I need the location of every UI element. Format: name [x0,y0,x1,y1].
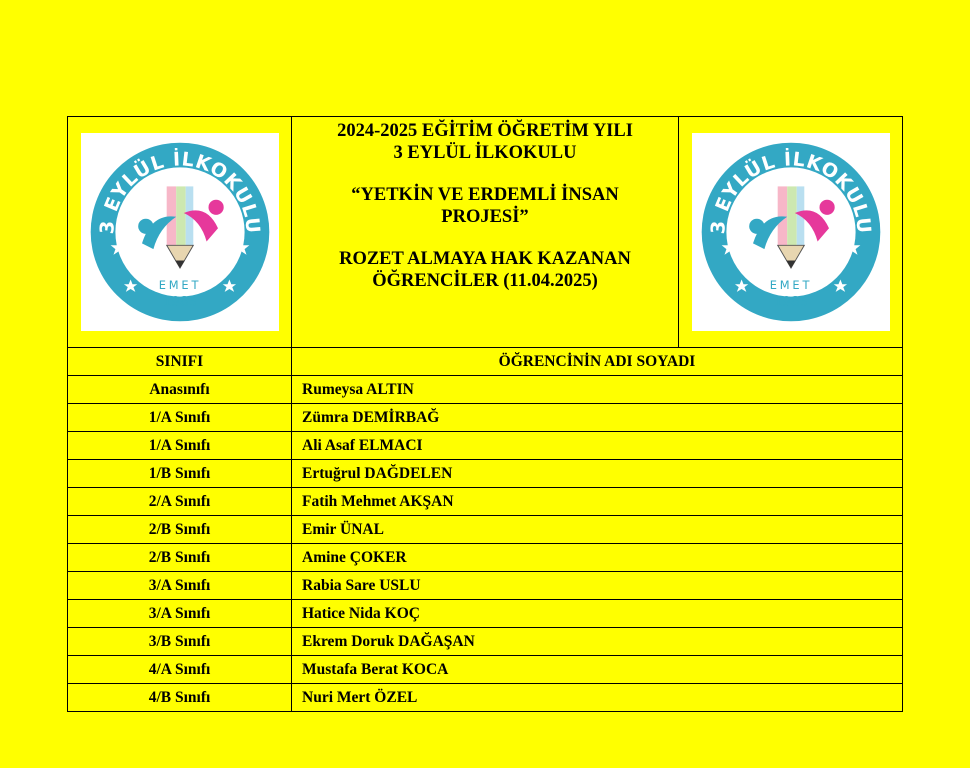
class-cell: 2/B Sınıfı [68,516,292,544]
table-header-row [68,348,902,376]
school-logo-left [81,133,279,331]
table-row [68,376,902,404]
table-row [68,684,902,712]
svg-text:EMET: EMET [158,278,201,292]
svg-text:1985: 1985 [162,295,197,311]
title-line-1: 2024-2025 EĞİTİM ÖĞRETİM YILI [337,121,633,141]
table-row [68,656,902,684]
school-logo-icon [85,137,275,327]
class-cell: 2/A Sınıfı [68,488,292,516]
school-logo-icon [696,137,886,327]
svg-text:3 EYLÜL İLKOKULU: 3 EYLÜL İLKOKULU [95,148,264,235]
student-name-cell: Zümra DEMİRBAĞ [292,404,903,432]
table-row [68,544,902,572]
class-cell: 4/B Sınıfı [68,684,292,712]
student-name-cell: Emir ÜNAL [292,516,903,544]
logo-cell-right [678,117,902,347]
column-header-class: SINIFI [68,348,292,376]
class-cell: 3/A Sınıfı [68,572,292,600]
header-title [292,117,678,347]
svg-text:EMET: EMET [769,278,812,292]
student-table [68,348,902,711]
table-row [68,460,902,488]
badge-list-sheet [67,116,903,712]
svg-text:1985: 1985 [773,295,808,311]
column-header-name: ÖĞRENCİNİN ADI SOYADI [292,348,903,376]
class-cell: 1/A Sınıfı [68,404,292,432]
student-name-cell: Nuri Mert ÖZEL [292,684,903,712]
table-row [68,600,902,628]
table-row [68,516,902,544]
title-line-3: “YETKİN VE ERDEMLİ İNSAN [351,185,619,205]
table-row [68,572,902,600]
title-line-2: 3 EYLÜL İLKOKULU [393,142,577,163]
table-row [68,432,902,460]
school-logo-right [692,133,890,331]
class-cell: 1/B Sınıfı [68,460,292,488]
table-row [68,488,902,516]
student-name-cell: Hatice Nida KOÇ [292,600,903,628]
title-line-4: PROJESİ” [441,206,529,227]
student-name-cell: Fatih Mehmet AKŞAN [292,488,903,516]
student-name-cell: Ali Asaf ELMACI [292,432,903,460]
student-name-cell: Amine ÇOKER [292,544,903,572]
table-row [68,404,902,432]
class-cell: 2/B Sınıfı [68,544,292,572]
class-cell: 1/A Sınıfı [68,432,292,460]
table-body [68,376,902,712]
class-cell: Anasınıfı [68,376,292,404]
svg-text:3 EYLÜL İLKOKULU: 3 EYLÜL İLKOKULU [706,148,875,235]
title-line-5: ROZET ALMAYA HAK KAZANAN [339,249,631,269]
class-cell: 4/A Sınıfı [68,656,292,684]
table-row [68,628,902,656]
student-name-cell: Mustafa Berat KOCA [292,656,903,684]
class-cell: 3/B Sınıfı [68,628,292,656]
student-name-cell: Ekrem Doruk DAĞAŞAN [292,628,903,656]
logo-cell-left [68,117,292,347]
class-cell: 3/A Sınıfı [68,600,292,628]
title-line-6: ÖĞRENCİLER (11.04.2025) [372,270,598,291]
header [68,117,902,348]
student-name-cell: Ertuğrul DAĞDELEN [292,460,903,488]
student-name-cell: Rabia Sare USLU [292,572,903,600]
student-name-cell: Rumeysa ALTIN [292,376,903,404]
